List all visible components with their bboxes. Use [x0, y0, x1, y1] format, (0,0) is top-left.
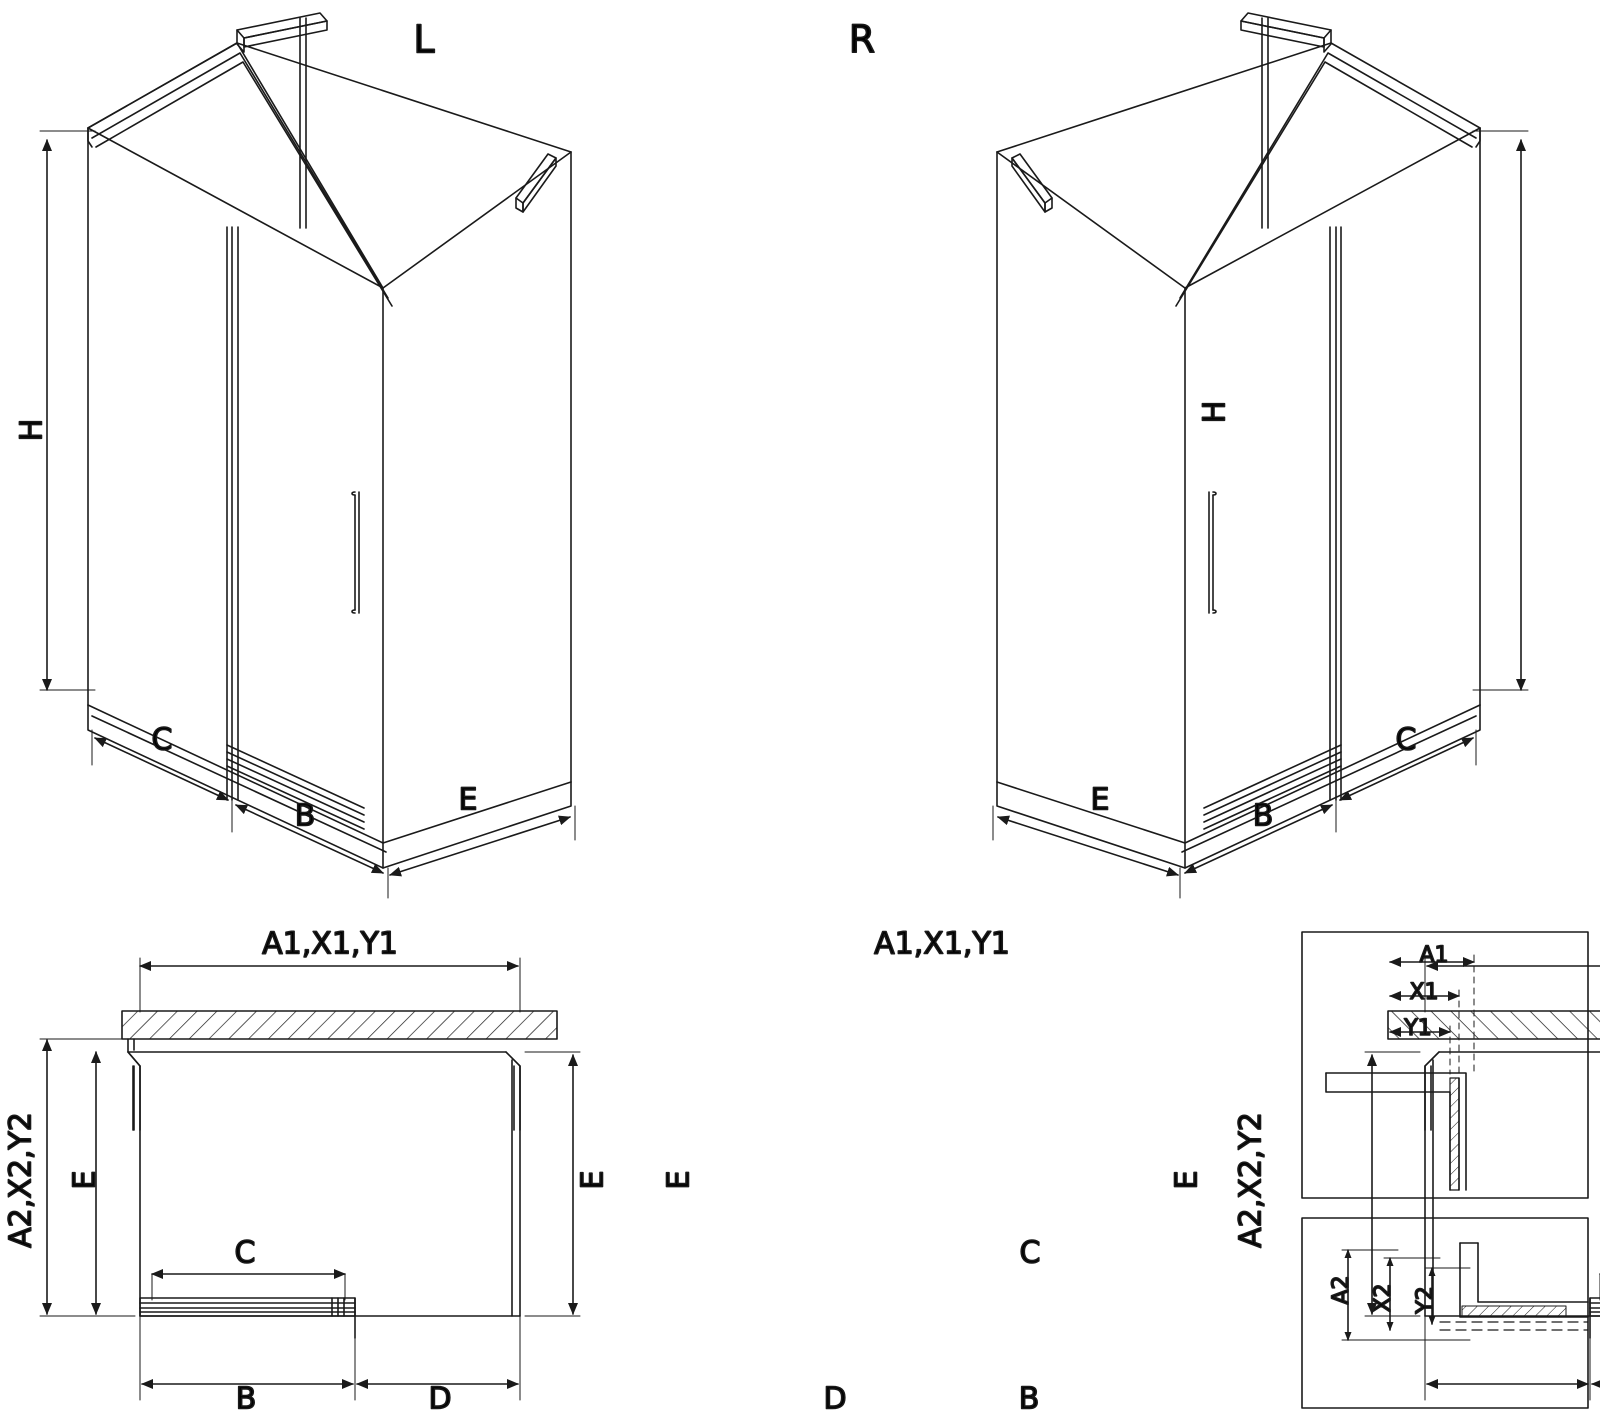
- detail-bottom-label-a2: A2: [1329, 1275, 1354, 1305]
- plan-left-middle-label: C: [234, 1235, 256, 1271]
- plan-left-outer-label: A2,X2,Y2: [3, 1112, 39, 1248]
- detail-bottom-label-x2: X2: [1371, 1283, 1396, 1313]
- iso-left-variant-label: L: [413, 17, 435, 62]
- iso-right-width-label: E: [1090, 782, 1110, 818]
- iso-left-door-label: B: [294, 798, 316, 834]
- detail-view-top: [1302, 932, 1588, 1198]
- plan-right-inner-right-label: E: [1169, 1170, 1205, 1190]
- isometric-view-right: [993, 13, 1528, 898]
- plan-left-top-label: A1,X1,Y1: [262, 926, 398, 962]
- iso-right-variant-label: R: [848, 17, 876, 62]
- iso-left-height-label: H: [14, 418, 50, 442]
- detail-view-bottom: [1302, 1218, 1588, 1408]
- plan-right-bottom-right-label: B: [1018, 1381, 1040, 1417]
- plan-left-bottom-right-label: D: [428, 1381, 452, 1417]
- plan-left-bottom-left-label: B: [235, 1381, 257, 1417]
- plan-view-left: [40, 958, 580, 1400]
- iso-left-width-label: E: [458, 782, 478, 818]
- iso-right-door-label: B: [1252, 798, 1274, 834]
- plan-left-inner-right-label: E: [575, 1170, 611, 1190]
- plan-right-bottom-left-label: D: [823, 1381, 847, 1417]
- plan-right-top-label: A1,X1,Y1: [874, 926, 1010, 962]
- isometric-view-left: [40, 13, 575, 898]
- plan-right-inner-left-label: E: [661, 1170, 697, 1190]
- detail-top-label-y1: Y1: [1404, 1016, 1432, 1041]
- iso-right-depth-label: C: [1395, 722, 1417, 758]
- iso-right-height-label: H: [1197, 400, 1233, 424]
- plan-right-middle-label: C: [1019, 1235, 1041, 1271]
- plan-left-inner-left-label: E: [67, 1170, 103, 1190]
- detail-top-label-x1: X1: [1409, 980, 1439, 1005]
- detail-top-label-a1: A1: [1419, 943, 1449, 968]
- plan-right-outer-label: A2,X2,Y2: [1233, 1112, 1269, 1248]
- detail-bottom-label-y2: Y2: [1413, 1286, 1438, 1314]
- iso-left-depth-label: C: [151, 722, 173, 758]
- plan-view-right: [1365, 958, 1600, 1400]
